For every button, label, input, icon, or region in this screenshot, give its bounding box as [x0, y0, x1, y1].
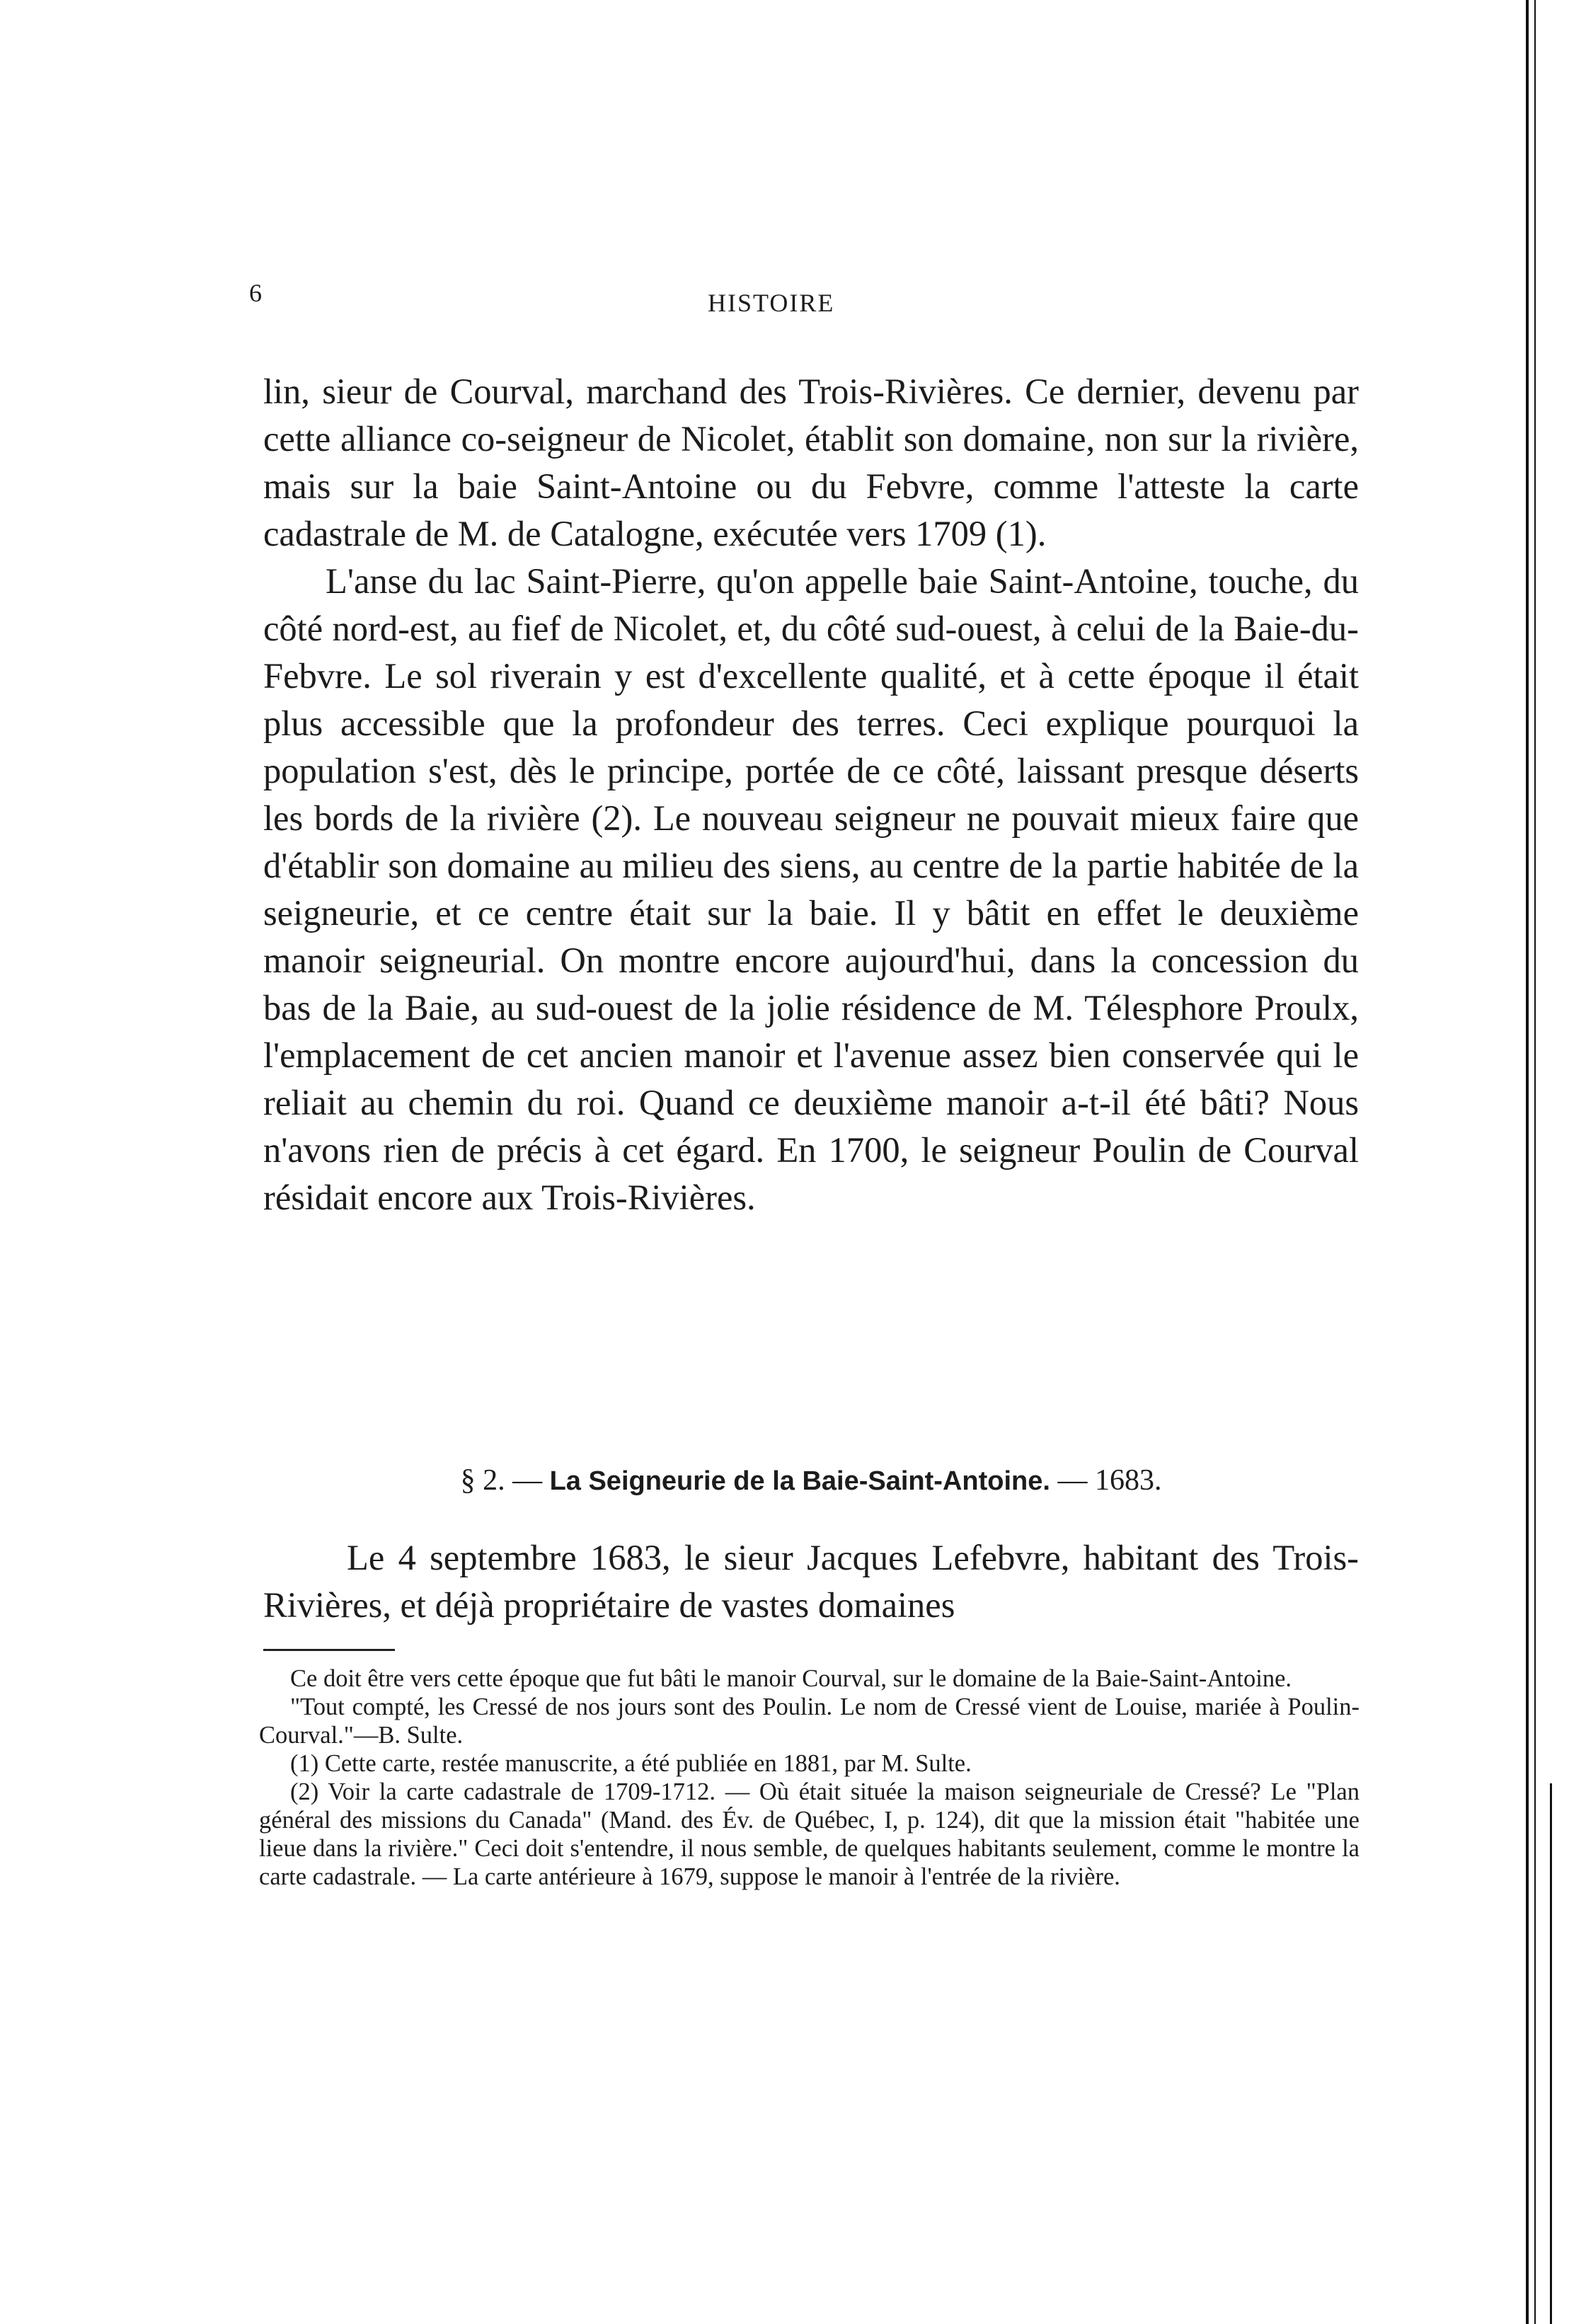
section-title: La Seigneurie de la Baie-Saint-Antoine. — [549, 1466, 1050, 1496]
section-number: § 2. — — [460, 1464, 550, 1497]
section-text — [263, 1534, 1359, 1629]
scan-edge-rule — [1526, 0, 1529, 2324]
footnote: "Tout compté, les Cressé de nos jours sont des Poulin. Le nom de Cressé vient de Louise, mariée à Poulin-Courval."—B. Sulte. — [259, 1693, 1360, 1749]
main-text — [263, 368, 1359, 1221]
scan-edge-rule — [1550, 1783, 1552, 2324]
section-year: — 1683. — [1050, 1464, 1162, 1497]
section-heading — [263, 1466, 1359, 1495]
running-title: HISTOIRE — [708, 289, 835, 317]
footnote: (1) Cette carte, restée manuscrite, a été publiée en 1881, par M. Sulte. — [290, 1750, 972, 1777]
footnote: (2) Voir la carte cadastrale de 1709-1712. — Où était située la maison seigneuriale de Cressé? Le "Plan général des missions du Canada" (Mand. des Év. de Québec, I, p. 124), dit que la mission était "habitée une lieue dans la rivière." Ceci doit s'entendre, il nous semble, de quelques habitants seulement, comme le montre la carte cadastrale. — La carte antérieure à 1679, suppose le manoir à l'entrée de la rivière. — [259, 1778, 1360, 1890]
footnote: Ce doit être vers cette époque que fut bâti le manoir Courval, sur le domaine de la Baie-Saint-Antoine. — [290, 1665, 1292, 1692]
footnote-divider — [263, 1649, 395, 1651]
paragraph: lin, sieur de Courval, marchand des Trois-Rivières. Ce dernier, devenu par cette alliance co-seigneur de Nicolet, établit son domaine, non sur la rivière, mais sur la baie Saint-Antoine ou du Febvre, comme l'atteste la carte cadastrale de M. de Catalogne, exécutée vers 1709 (1). — [263, 372, 1359, 553]
footnotes — [259, 1664, 1360, 1891]
paragraph: L'anse du lac Saint-Pierre, qu'on appelle baie Saint-Antoine, touche, du côté nord-est, au fief de Nicolet, et, du côté sud-ouest, à celui de la Baie-du-Febvre. Le sol riverain y est d'excellente qualité, et à cette époque il était plus accessible que la profondeur des terres. Ceci explique pourquoi la population s'est, dès le principe, portée de ce côté, laissant presque déserts les bords de la rivière (2). Le nouveau seigneur ne pouvait mieux faire que d'établir son domaine au milieu des siens, au centre de la partie habitée de la seigneurie, et ce centre était sur la baie. Il y bâtit en effet le deuxième manoir seigneurial. On montre encore aujourd'hui, dans la concession du bas de la Baie, au sud-ouest de la jolie résidence de M. Télesphore Proulx, l'emplacement de cet ancien manoir et l'avenue assez bien conservée qui le reliait au chemin du roi. Quand ce deuxième manoir a-t-il été bâti? Nous n'avons rien de précis à cet égard. En 1700, le seigneur Poulin de Courval résidait encore aux Trois-Rivières. — [263, 561, 1359, 1217]
page-number: 6 — [249, 279, 262, 307]
paragraph: Le 4 septembre 1683, le sieur Jacques Lefebvre, habitant des Trois-Rivières, et déjà propriétaire de vastes domaines — [263, 1538, 1359, 1625]
scan-edge-rule — [1534, 0, 1536, 2324]
